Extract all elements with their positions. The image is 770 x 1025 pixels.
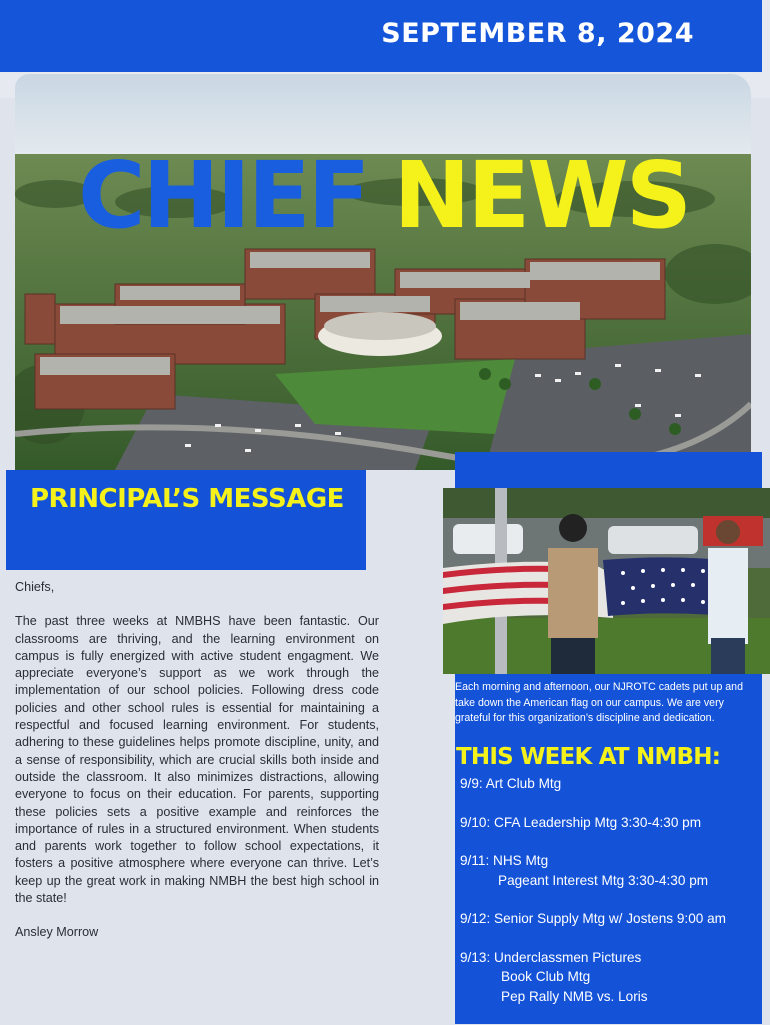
event-line: 9/9: Art Club Mtg: [460, 776, 562, 791]
this-week-event-list: [460, 774, 760, 1025]
event-line: 9/12: Senior Supply Mtg w/ Jostens 9:00 am: [460, 911, 726, 926]
principal-message-title: PRINCIPAL’S MESSAGE: [30, 484, 344, 514]
masthead-chief: CHIEF: [78, 142, 368, 249]
event-line: Pageant Interest Mtg 3:30-4:30 pm: [498, 872, 709, 888]
principal-letter: [15, 579, 379, 942]
event-item: [460, 948, 760, 1007]
event-item: [460, 813, 760, 833]
event-line: 9/11: NHS Mtg: [460, 853, 549, 868]
hero-campus-photo: [15, 74, 751, 470]
event-item: [460, 774, 760, 794]
event-item: [460, 851, 760, 890]
issue-date: SEPTEMBER 8, 2024: [381, 18, 694, 49]
masthead-news: NEWS: [393, 142, 690, 249]
masthead-title: [78, 142, 690, 249]
event-line: 9/13: Underclassmen Pictures: [460, 949, 642, 965]
letter-signature: Ansley Morrow: [15, 925, 99, 940]
event-line: 9/10: CFA Leadership Mtg 3:30-4:30 pm: [460, 814, 702, 830]
this-week-title: THIS WEEK AT NMBH:: [456, 744, 721, 770]
event-line: Book Club Mtg: [501, 969, 591, 984]
event-item: [460, 909, 760, 929]
flag-ceremony-photo: [443, 488, 770, 674]
flag-photo-caption: Each morning and afternoon, our NJROTC cadets put up and take down the American flag on our campus. We are very grateful for this organization’s discipline and dedication.: [455, 681, 743, 725]
principal-message-banner: [6, 470, 366, 570]
letter-greeting: Chiefs,: [15, 580, 55, 594]
date-bar: [0, 0, 762, 72]
letter-body: The past three weeks at NMBHS have been fantastic. Our classrooms are thriving, and the learning environment on campus is fully energized with active student engagment. We appreciate everyone’s support as we work through the implementation of our school policies. Following dress code policies and other school rules is essential for maintaining a respectful and focused learning environment. For students, adhering to these guidelines helps promote discipline, unity, and a sense of responsibility, which are crucial skills both inside and outside the classroom. It also minimizes distractions, allowing everyone to focus on their education. For parents, supporting these policies sets a positive example and reinforces the importance of rules in a structured environment. When students and parents work together to follow school expectations, it fosters a positive atmosphere where everyone can thrive. Let’s keep up the great work in making NMBH the best high school in the state!: [15, 614, 379, 906]
event-line: Pep Rally NMB vs. Loris: [501, 988, 648, 1004]
